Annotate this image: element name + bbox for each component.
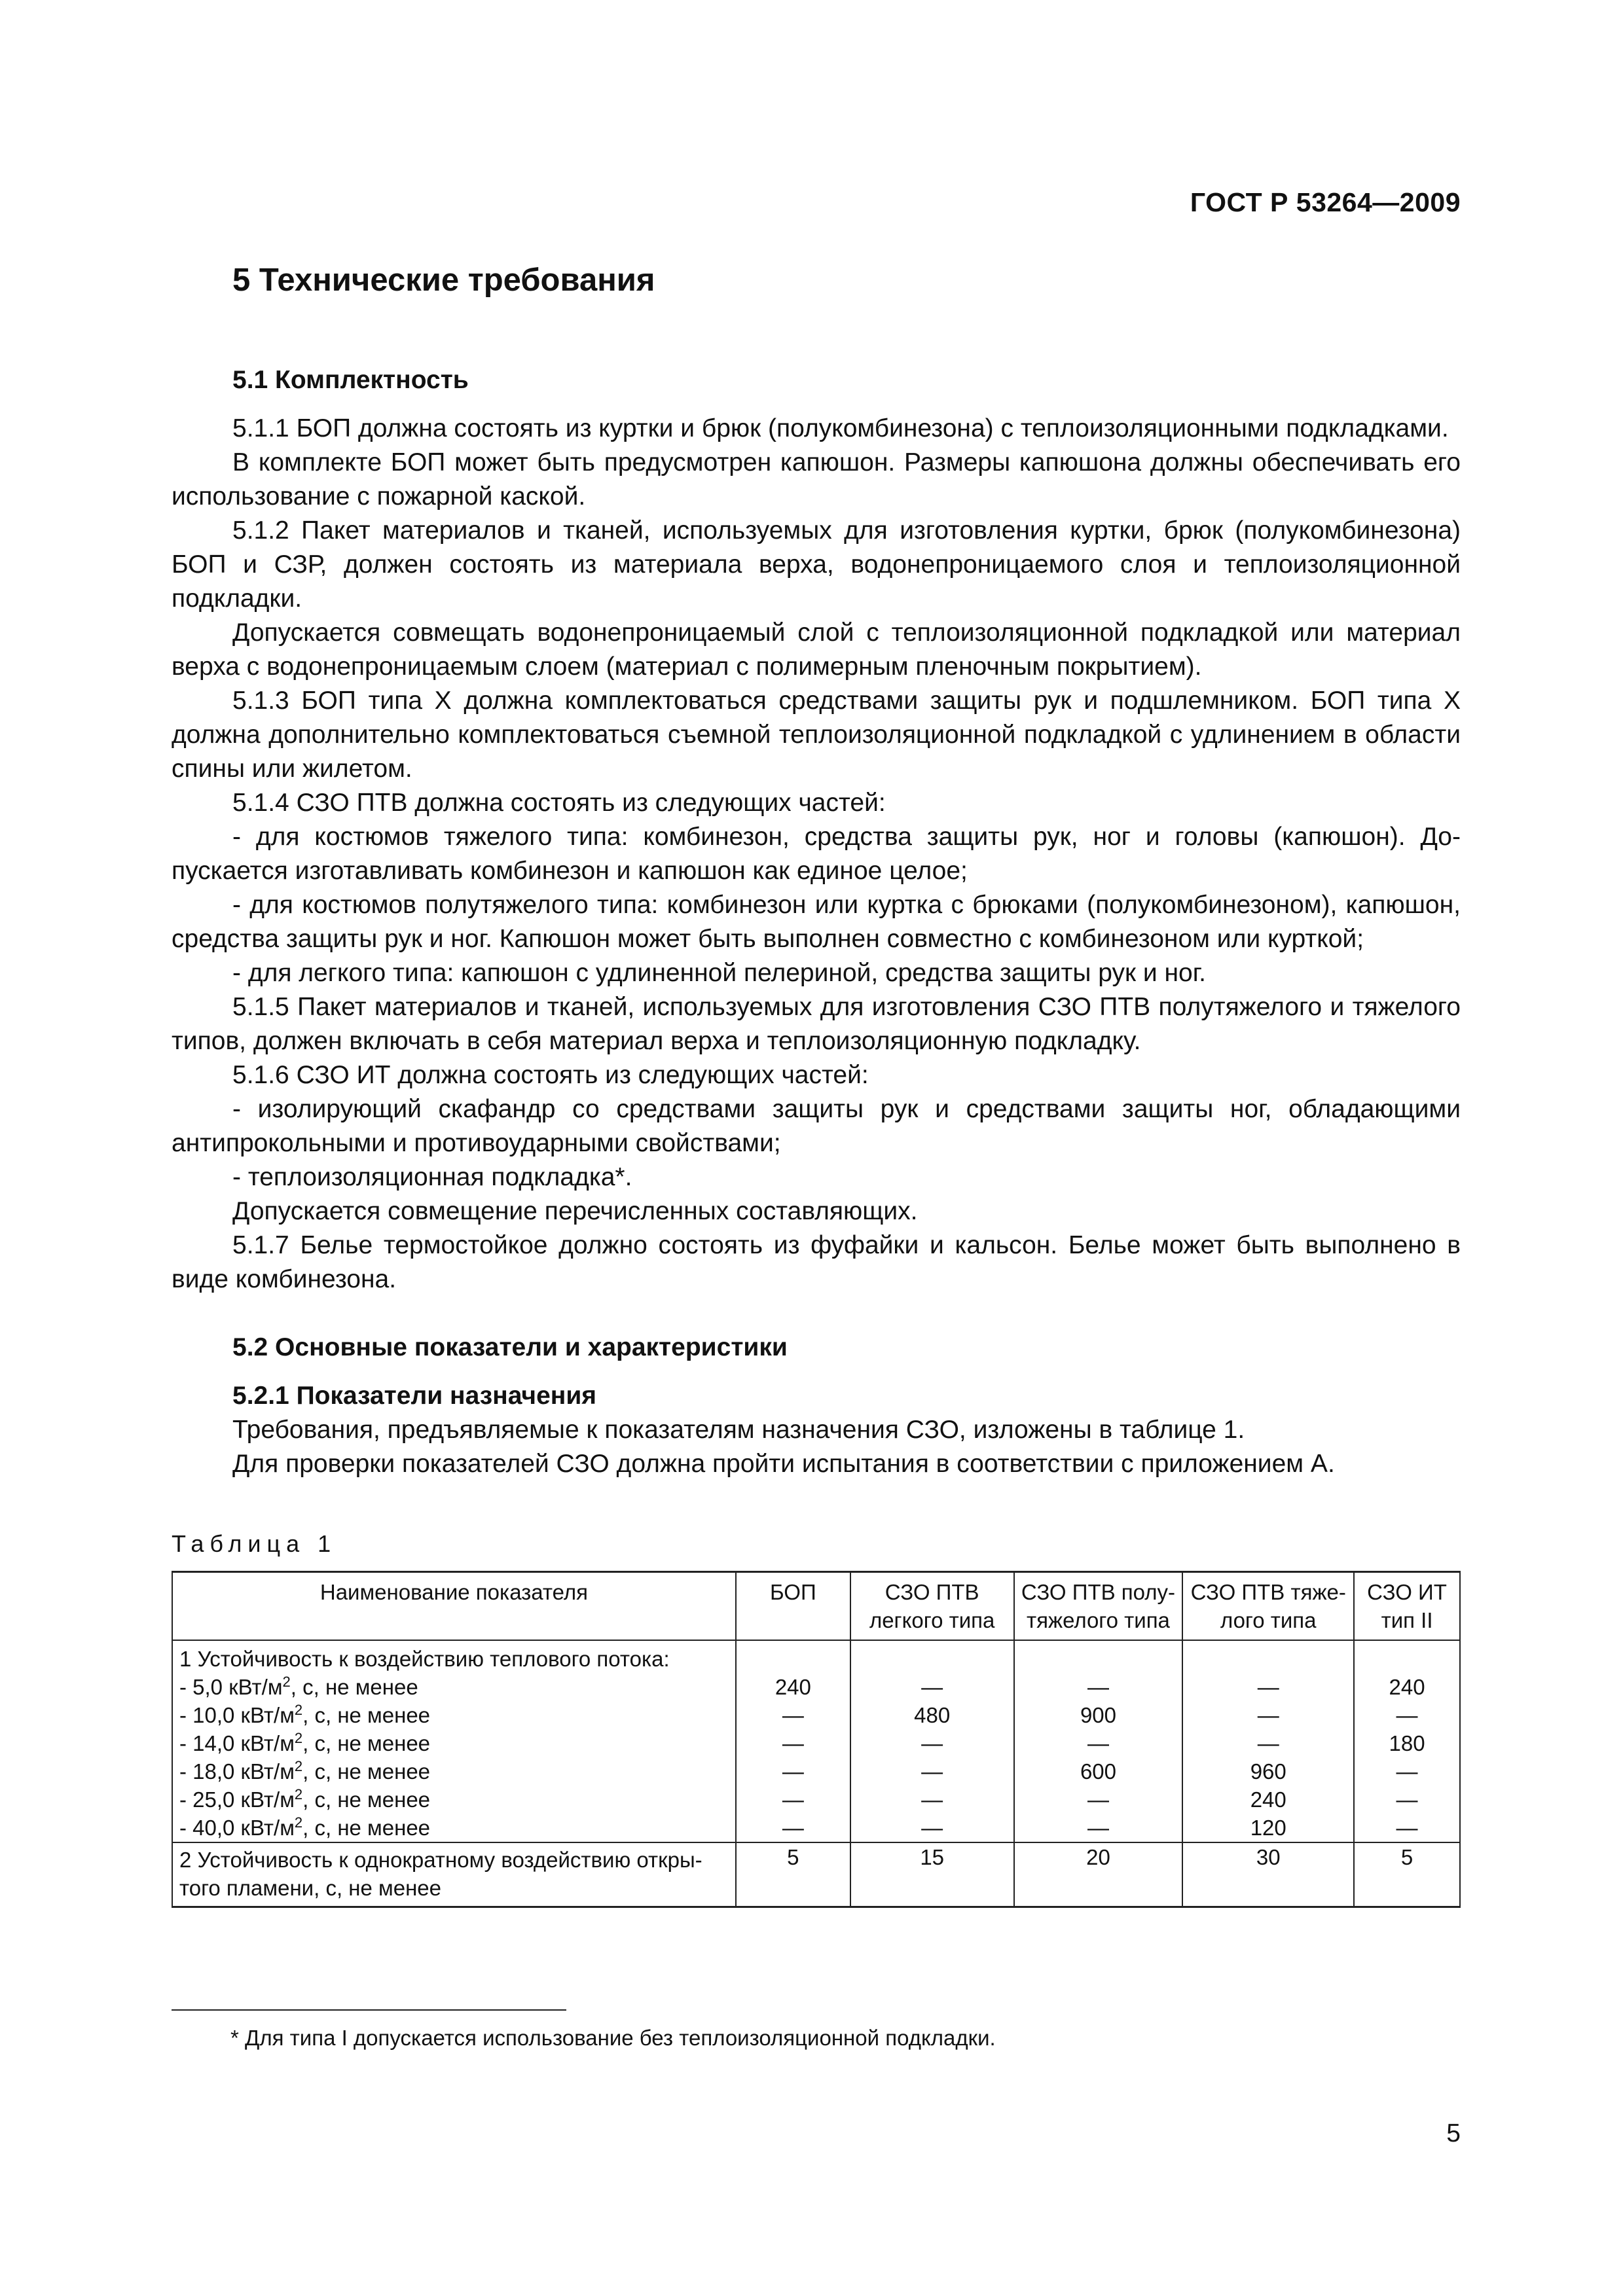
table-cell: — — [736, 1701, 850, 1729]
table-cell: 180 — [1354, 1729, 1460, 1757]
column-header: БОП — [736, 1572, 850, 1641]
table-cell: — — [1354, 1701, 1460, 1729]
table-cell: — — [1014, 1729, 1183, 1757]
table-cell: — — [736, 1757, 850, 1785]
table-cell: 15 — [850, 1842, 1014, 1907]
table-cell: 5 — [1354, 1842, 1460, 1907]
paragraph: 5.1.4 СЗО ПТВ должна состоять из следующих частей: — [232, 789, 886, 817]
table-cell: 2 Устойчивость к однократному воздействию открытого пламени, с, не менее — [172, 1842, 736, 1907]
column-header: СЗО ПТВ тяжелого типа — [1182, 1572, 1354, 1641]
table-row — [172, 1785, 1460, 1814]
table-row — [172, 1673, 1460, 1701]
table-cell: - 5,0 кВт/$м^2$, с, не менее — [172, 1673, 736, 1701]
table-cell: — — [850, 1757, 1014, 1785]
table-cell: - 10,0 кВт/$м^2$, с, не менее — [172, 1701, 736, 1729]
table-cell: — — [1014, 1814, 1183, 1842]
table-row — [172, 1729, 1460, 1757]
column-header: СЗО ПТВ полутяжелого типа — [1014, 1572, 1183, 1641]
table-cell: — — [850, 1673, 1014, 1701]
table-cell: — — [736, 1729, 850, 1757]
column-header: СЗО ИТ тип II — [1354, 1572, 1460, 1641]
footnote: * Для типа I допускается использование без теплоизоляционной подкладки. — [230, 2026, 996, 2050]
table-cell: 30 — [1182, 1842, 1354, 1907]
list-item: - для легкого типа: капюшон с удлиненной пелериной, средства защиты рук и ног. — [232, 959, 1206, 987]
paragraph: 5.1.1 БОП должна состоять из куртки и брюк (полукомбинезона) с теплоизоляционными подкладками. — [232, 414, 1449, 442]
table-cell: 480 — [850, 1701, 1014, 1729]
table-cell: — — [1182, 1673, 1354, 1701]
table-cell: — — [736, 1785, 850, 1814]
table-row — [172, 1842, 1460, 1907]
paragraph: 5.1.7 Белье термостойкое должно состоять из фуфайки и кальсон. Белье может быть выполнено в виде комбинезона. — [172, 1231, 1461, 1293]
table-row — [172, 1757, 1460, 1785]
table-cell: — — [736, 1814, 850, 1842]
footnote-divider — [172, 2009, 566, 2011]
table-cell: 240 — [1182, 1785, 1354, 1814]
paragraph: Допускается совмещать водонепроницаемый слой с теплоизоляционной подкладкой или материал верха с водонепроницаемым слоем (материал с полимерным пленочным покрытием). — [172, 619, 1461, 681]
table-cell: — — [1354, 1814, 1460, 1842]
column-header: СЗО ПТВ легкого типа — [850, 1572, 1014, 1641]
paragraph: 5.1.5 Пакет материалов и тканей, используемых для изготовления СЗО ПТВ полутяжелого и тяжелого типов, должен включать в себя материал верха и теплоизоляционную подкладку. — [172, 993, 1461, 1055]
table-cell: 5 — [736, 1842, 850, 1907]
document-code: ГОСТ Р 53264—2009 — [1190, 187, 1461, 217]
table-cell: — — [850, 1729, 1014, 1757]
subsection-title-5-1: 5.1 Комплектность — [232, 366, 469, 394]
table-cell: 240 — [1354, 1673, 1460, 1701]
indicators-table — [172, 1571, 1461, 1908]
subsection-title-5-2-1: 5.2.1 Показатели назначения — [232, 1382, 597, 1410]
list-item: - для костюмов полутяжелого типа: комбинезон или куртка с брюками (полукомбинезоном), капюшон, средства защиты рук и ног. Капюшон может быть выполнен совместно с комбинезоном или курткой; — [172, 891, 1461, 953]
table-row — [172, 1814, 1460, 1842]
list-item: - для костюмов тяжелого типа: комбинезон, средства защиты рук, ног и головы (капюшон). Допускается изготавливать комбинезон и капюшон как единое целое; — [172, 823, 1461, 885]
paragraph: Допускается совмещение перечисленных составляющих. — [232, 1197, 918, 1225]
paragraph: Требования, предъявляемые к показателям назначения СЗО, изложены в таблице 1. — [232, 1416, 1245, 1444]
section-title: 5 Технические требования — [232, 262, 655, 298]
paragraph: 5.1.6 СЗО ИТ должна состоять из следующих частей: — [232, 1061, 869, 1089]
table-row — [172, 1701, 1460, 1729]
table-cell: — — [1182, 1729, 1354, 1757]
table-cell: 600 — [1014, 1757, 1183, 1785]
table-cell: 240 — [736, 1673, 850, 1701]
list-item: - теплоизоляционная подкладка*. — [232, 1163, 632, 1191]
table-cell: — — [1014, 1785, 1183, 1814]
column-header: Наименование показателя — [172, 1572, 736, 1641]
table-cell: 1 Устойчивость к воздействию теплового потока: — [172, 1640, 736, 1673]
table-cell: - 14,0 кВт/$м^2$, с, не менее — [172, 1729, 736, 1757]
table-row — [172, 1640, 1460, 1673]
table-cell: - 18,0 кВт/$м^2$, с, не менее — [172, 1757, 736, 1785]
paragraph: 5.1.3 БОП типа Х должна комплектоваться средствами защиты рук и подшлемником. БОП типа Х должна дополнительно комплектоваться съемной теплоизоляционной подкладкой с удлинением в области спины или жилетом. — [172, 687, 1461, 783]
list-item: - изолирующий скафандр со средствами защиты рук и средствами защиты ног, обладающими антипрокольными и противоударными свойствами; — [172, 1095, 1461, 1157]
text-body — [172, 363, 1461, 1481]
table-cell: — — [850, 1785, 1014, 1814]
page-number: 5 — [1446, 2119, 1461, 2147]
subsection-title-5-2: 5.2 Основные показатели и характеристики — [232, 1333, 788, 1361]
table-cell: - 40,0 кВт/$м^2$, с, не менее — [172, 1814, 736, 1842]
table-header-row — [172, 1572, 1460, 1641]
table-cell: — — [1182, 1701, 1354, 1729]
table-cell: 20 — [1014, 1842, 1183, 1907]
table-cell: — — [1354, 1785, 1460, 1814]
paragraph: В комплекте БОП может быть предусмотрен капюшон. Размеры капюшона должны обеспечивать его использование с пожарной каской. — [172, 448, 1461, 511]
table-cell: 120 — [1182, 1814, 1354, 1842]
paragraph: Для проверки показателей СЗО должна пройти испытания в соответствии с приложением А. — [232, 1450, 1335, 1478]
table-cell: — — [1014, 1673, 1183, 1701]
table-cell: 960 — [1182, 1757, 1354, 1785]
paragraph: 5.1.2 Пакет материалов и тканей, используемых для изготовления куртки, брюк (полукомбинезона) БОП и СЗР, должен состоять из материала верха, водонепроницаемого слоя и теплоизоляционной подкладки. — [172, 516, 1461, 613]
table-cell: — — [850, 1814, 1014, 1842]
table-caption: Таблица 1 — [172, 1530, 337, 1557]
table-cell: - 25,0 кВт/$м^2$, с, не менее — [172, 1785, 736, 1814]
table-cell: — — [1354, 1757, 1460, 1785]
table-cell: 900 — [1014, 1701, 1183, 1729]
